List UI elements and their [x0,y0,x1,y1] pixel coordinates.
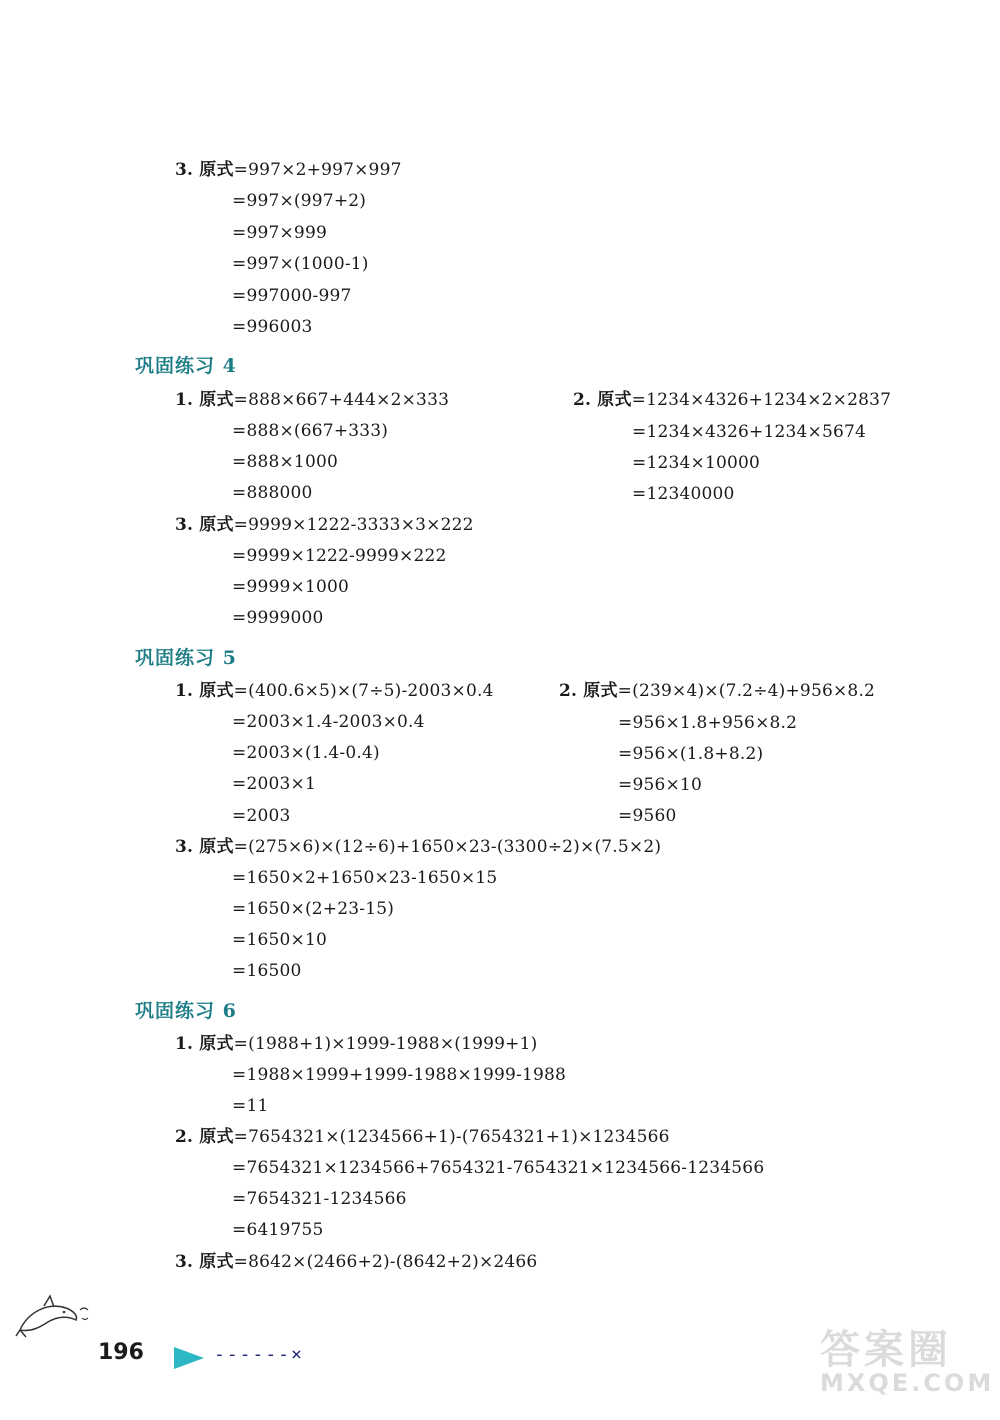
problem-2-label: 2. 原式=7654321×(1234566+1)-(7654321+1)×1234566 [175,1127,670,1147]
step: =1650×10 [232,930,327,950]
problem-1-label: 1. 原式=(400.6×5)×(7÷5)-2003×0.4 [175,681,494,701]
step: =997×(997+2) [232,191,367,211]
problem-1-label: 1. 原式=888×667+444×2×333 [175,390,450,410]
dolphin-icon [14,1290,94,1344]
problem-3-label: 3. 原式=9999×1222-3333×3×222 [175,515,474,535]
step: =2003×(1.4-0.4) [232,743,380,763]
step: =997000-997 [232,286,352,306]
arrow-icon [172,1345,206,1375]
footer-dashes: ------× [214,1344,304,1365]
step: =7654321-1234566 [232,1189,407,1209]
step: =1234×4326+1234×5674 [632,422,867,442]
step: =997×999 [232,223,327,243]
section-heading: 巩固练习 5 [135,647,237,669]
step: =2003 [232,806,291,826]
page-number: 196 [98,1340,144,1365]
problem-3-label: 3. 原式=997×2+997×997 [175,160,402,180]
step: =1234×10000 [632,453,761,473]
step: =956×(1.8+8.2) [618,744,764,764]
step: =9999×1222-9999×222 [232,546,447,566]
step: =888000 [232,483,313,503]
step: =956×1.8+956×8.2 [618,713,798,733]
problem-1-label: 1. 原式=(1988+1)×1999-1988×(1999+1) [175,1034,538,1054]
step: =888×(667+333) [232,421,389,441]
problem-2-label: 2. 原式=1234×4326+1234×2×2837 [573,390,892,410]
step: =11 [232,1096,269,1116]
step: =9999×1000 [232,577,350,597]
step: =7654321×1234566+7654321-7654321×1234566-1234566 [232,1158,765,1178]
step: =12340000 [632,484,735,504]
section-heading: 巩固练习 4 [135,355,237,377]
step: =1650×2+1650×23-1650×15 [232,868,498,888]
step: =1650×(2+23-15) [232,899,395,919]
step: =996003 [232,317,313,337]
problem-2-label: 2. 原式=(239×4)×(7.2÷4)+956×8.2 [559,681,876,701]
problem-3-label: 3. 原式=(275×6)×(12÷6)+1650×23-(3300÷2)×(7.5×2) [175,837,662,857]
step: =9999000 [232,608,324,628]
section-heading: 巩固练习 6 [135,1000,237,1022]
problem-3-label: 3. 原式=8642×(2466+2)-(8642+2)×2466 [175,1252,538,1272]
step: =888×1000 [232,452,338,472]
watermark: 答案圈 MXQE.COM [820,1327,995,1397]
step: =16500 [232,961,302,981]
step: =9560 [618,806,677,826]
step: =2003×1 [232,774,316,794]
step: =1988×1999+1999-1988×1999-1988 [232,1065,567,1085]
step: =997×(1000-1) [232,254,369,274]
step: =2003×1.4-2003×0.4 [232,712,425,732]
step: =6419755 [232,1220,324,1240]
step: =956×10 [618,775,702,795]
